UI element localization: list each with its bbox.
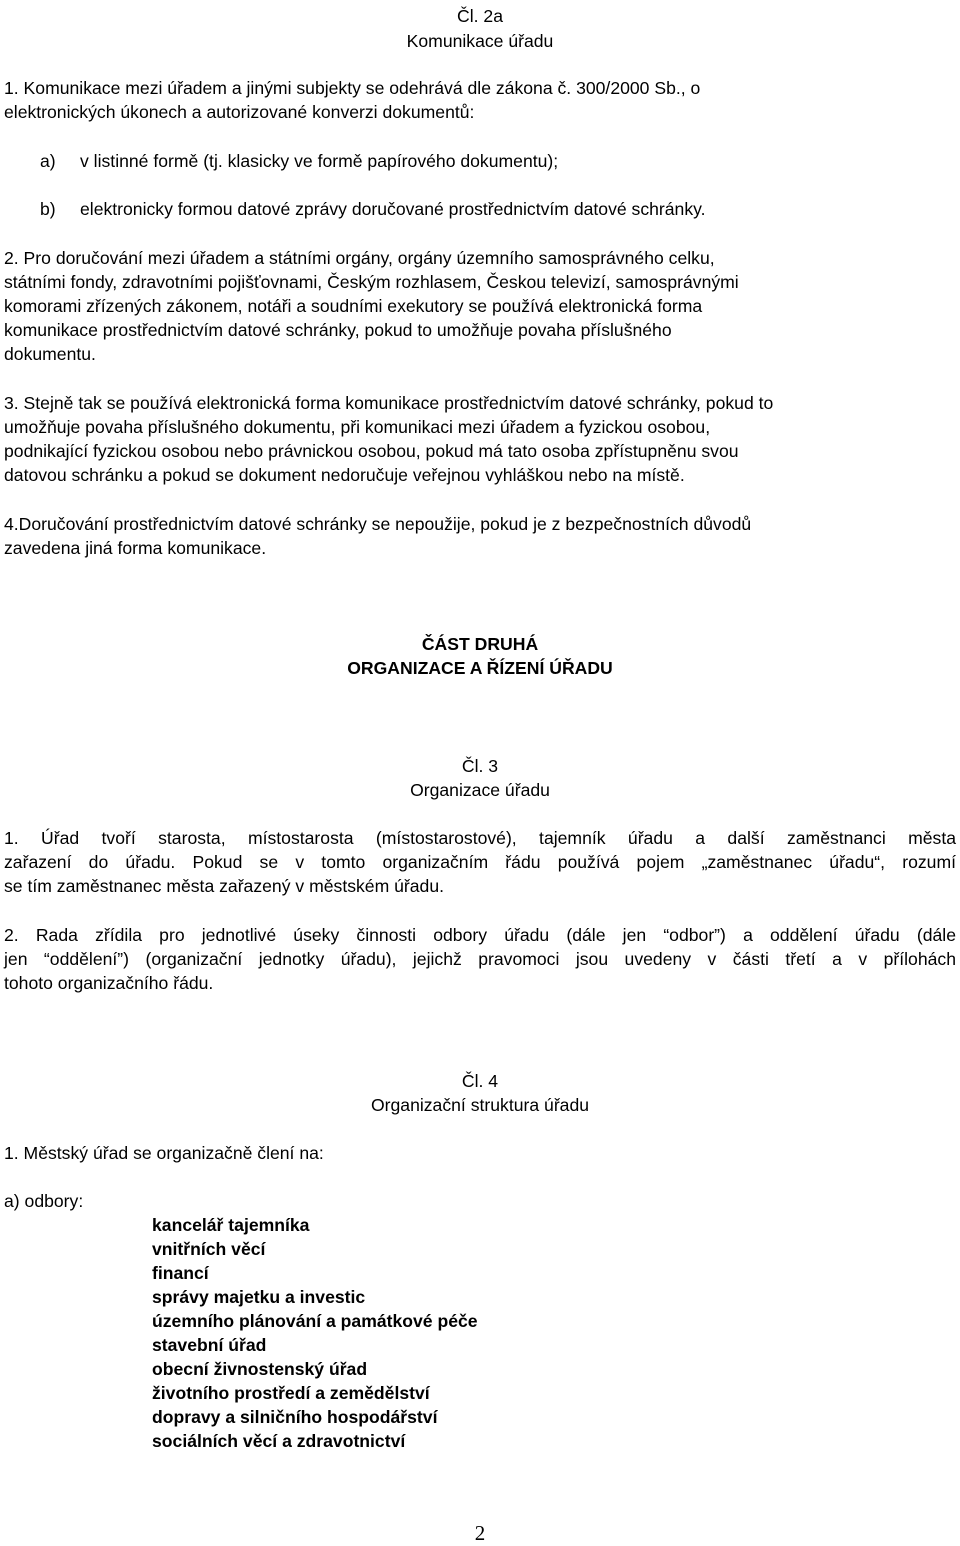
list-item: elektronicky formou datové zprávy doručované prostřednictvím datové schránky.: [80, 199, 706, 219]
list-item: sociálních věcí a zdravotnictví: [152, 1431, 406, 1451]
page-number: 2: [474, 1521, 486, 1545]
paragraph-line: komorami zřízených zákonem, notáři a soudními exekutory se používá elektronická forma: [4, 296, 703, 316]
list-item: dopravy a silničního hospodářství: [152, 1407, 438, 1427]
list-item: v listinné formě (tj. klasicky ve formě papírového dokumentu);: [80, 151, 559, 171]
paragraph-line: datovou schránku a pokud se dokument nedoručuje veřejnou vyhláškou nebo na místě.: [4, 465, 685, 485]
paragraph-line: 3. Stejně tak se používá elektronická forma komunikace prostřednictvím datové schránky, pokud to: [4, 393, 774, 413]
list-item: kancelář tajemníka: [152, 1215, 310, 1235]
paragraph-line: 1. Městský úřad se organizačně člení na:: [4, 1143, 324, 1163]
paragraph-line: zařazení do úřadu. Pokud se v tomto organizačním řádu používá pojem „zaměstnanec úřadu“, rozumí: [4, 852, 956, 872]
paragraph-line: zavedena jiná forma komunikace.: [4, 538, 267, 558]
paragraph-line: dokumentu.: [4, 344, 96, 364]
paragraph-line: 1. Komunikace mezi úřadem a jinými subjekty se odehrává dle zákona č. 300/2000 Sb., o: [4, 78, 701, 98]
list-marker: a): [40, 151, 56, 171]
part-title: ORGANIZACE A ŘÍZENÍ ÚŘADU: [347, 658, 613, 678]
article-heading: Čl. 2a: [457, 6, 503, 26]
part-label: ČÁST DRUHÁ: [421, 634, 539, 654]
paragraph-line: státními fondy, zdravotními pojišťovnami, Českým rozhlasem, Českou televizí, samosprávnými: [4, 272, 739, 292]
list-item: obecní živnostenský úřad: [152, 1359, 368, 1379]
article-title: Organizační struktura úřadu: [370, 1095, 590, 1115]
list-item: stavební úřad: [152, 1335, 267, 1355]
paragraph-line: tohoto organizačního řádu.: [4, 973, 214, 993]
list-heading: a) odbory:: [4, 1191, 84, 1211]
paragraph-line: se tím zaměstnanec města zařazený v městském úřadu.: [4, 876, 445, 896]
article-title: Komunikace úřadu: [406, 31, 554, 51]
list-item: financí: [152, 1263, 209, 1283]
paragraph-line: umožňuje povaha příslušného dokumentu, při komunikaci mezi úřadem a fyzickou osobou,: [4, 417, 711, 437]
list-marker: b): [40, 199, 56, 219]
paragraph-line: komunikace prostřednictvím datové schránky, pokud to umožňuje povaha příslušného: [4, 320, 672, 340]
article-heading: Čl. 4: [461, 1071, 499, 1091]
article-heading: Čl. 3: [461, 756, 499, 776]
list-item: správy majetku a investic: [152, 1287, 366, 1307]
paragraph-line: 4.Doručování prostřednictvím datové schránky se nepoužije, pokud je z bezpečnostních důvodů: [4, 514, 752, 534]
article-title: Organizace úřadu: [410, 780, 550, 800]
list-item: životního prostředí a zemědělství: [152, 1383, 430, 1403]
paragraph-line: 1. Úřad tvoří starosta, místostarosta (místostarostové), tajemník úřadu a další zaměstnanci města: [4, 828, 956, 848]
paragraph-line: podnikající fyzickou osobou nebo právnickou osobou, pokud má tato osoba zpřístupněnu svou: [4, 441, 739, 461]
list-item: vnitřních věcí: [152, 1239, 266, 1259]
list-item: územního plánování a památkové péče: [152, 1311, 478, 1331]
paragraph-line: elektronických úkonech a autorizované konverzi dokumentů:: [4, 102, 475, 122]
paragraph-line: 2. Pro doručování mezi úřadem a státními orgány, orgány územního samosprávného celku,: [4, 248, 715, 268]
paragraph-line: jen “oddělení”) (organizační jednotky úřadu), jejichž pravomoci jsou uvedeny v části třetí a v přílohách: [4, 949, 956, 969]
paragraph-line: 2. Rada zřídila pro jednotlivé úseky činnosti odbory úřadu (dále jen “odbor”) a oddělení úřadu (dále: [4, 925, 956, 945]
